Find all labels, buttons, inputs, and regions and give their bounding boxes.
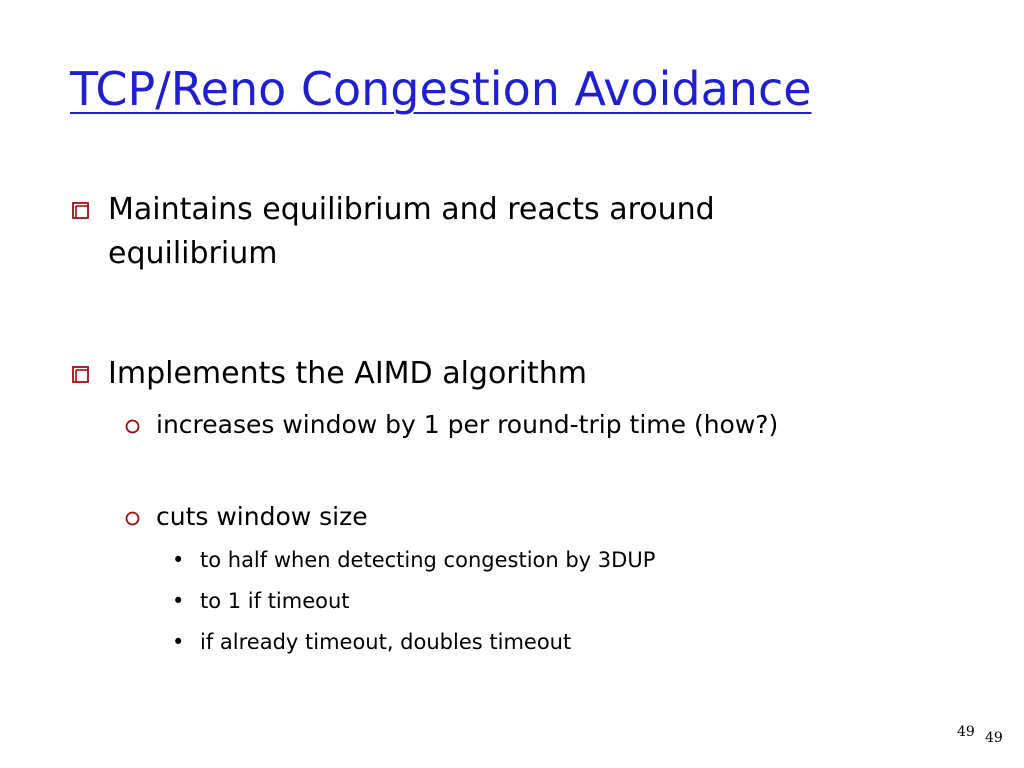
- bullet-text: Maintains equilibrium and reacts around equilibrium: [108, 192, 715, 271]
- bullet-text: Implements the AIMD algorithm: [108, 356, 587, 391]
- circle-bullet-icon: [125, 419, 140, 434]
- subbullet-item-cuts: [120, 498, 850, 535]
- bullet-item-equilibrium: [72, 188, 872, 276]
- page-number-secondary: 49: [985, 730, 1003, 746]
- subsubbullet-item-half: [168, 545, 868, 575]
- subsubbullet-text: if already timeout, doubles timeout: [200, 630, 572, 654]
- subsubbullet-item-doubles: [168, 627, 868, 657]
- circle-bullet-icon: [125, 511, 140, 526]
- checkbox-bullet-icon: [72, 366, 89, 383]
- subbullet-text: cuts window size: [156, 502, 368, 531]
- dot-bullet-icon: •: [172, 589, 185, 613]
- subsubbullet-item-timeout: [168, 586, 868, 616]
- bullet-item-aimd: [72, 352, 872, 396]
- subbullet-item-increase: [120, 406, 850, 443]
- subsubbullet-text: to half when detecting congestion by 3DUP: [200, 548, 656, 572]
- slide-title: TCP/Reno Congestion Avoidance: [70, 62, 812, 116]
- dot-bullet-icon: •: [172, 630, 185, 654]
- checkbox-bullet-icon: [72, 202, 89, 219]
- page-number: 49: [957, 724, 975, 740]
- dot-bullet-icon: •: [172, 548, 185, 572]
- subsubbullet-text: to 1 if timeout: [200, 589, 350, 613]
- subbullet-text: increases window by 1 per round-trip time (how?): [156, 410, 779, 439]
